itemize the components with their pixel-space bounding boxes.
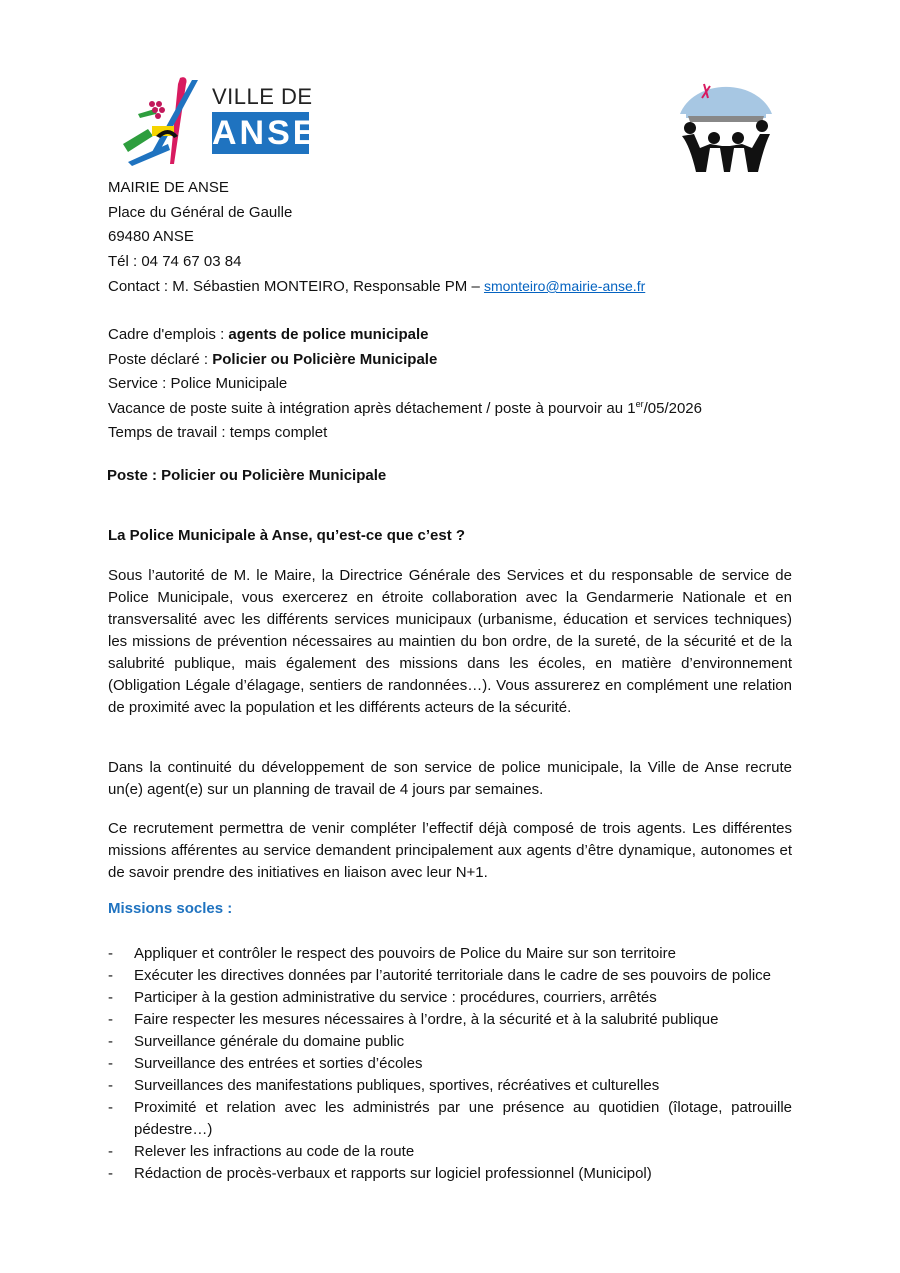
list-item bbox=[108, 1163, 792, 1185]
ville-de-anse-logo bbox=[118, 74, 319, 169]
bullet-dash: - bbox=[108, 989, 113, 1006]
list-item-text: Faire respecter les mesures nécessaires à l’ordre, à la sécurité et à la salubrité publique bbox=[134, 1011, 719, 1028]
phone: Tél : 04 74 67 03 84 bbox=[108, 252, 242, 270]
list-item bbox=[108, 1141, 792, 1163]
list-item bbox=[108, 965, 792, 987]
list-item-text: Surveillances des manifestations publiques, sportives, récréatives et culturelles bbox=[134, 1077, 660, 1094]
logo-text-ville-de: VILLE DE bbox=[212, 84, 313, 109]
missions-heading: Missions socles : bbox=[108, 900, 233, 917]
list-item-text: Appliquer et contrôler le respect des pouvoirs de Police du Maire sur son territoire bbox=[134, 945, 676, 962]
contact-label: Contact : M. Sébastien MONTEIRO, Responsable PM – bbox=[108, 278, 484, 295]
street: Place du Général de Gaulle bbox=[108, 203, 293, 221]
paragraph-1: Sous l’autorité de M. le Maire, la Directrice Générale des Services et du responsable de service de Police Municipale, vous exercerez en étroite collaboration avec la Gendarmerie Nationale et en transversalité avec les différents services municipaux (urbanisme, éducation et services techniques) les missions de prévention nécessaires au maintien du bon ordre, de la sureté, de la sécurité et de la salubrité publique, mais également des missions dans les écoles, en matière d’environnement (Obligation Légale d’élagage, sentiers de randonnées…). Vous assurerez en complément une relation de proximité avec la population et les différents acteurs de la sécurité. bbox=[108, 567, 792, 716]
list-item-text: Surveillance générale du domaine public bbox=[134, 1033, 405, 1050]
anse-emblem-icon bbox=[118, 74, 208, 169]
list-item-text: Participer à la gestion administrative du service : procédures, courriers, arrêtés bbox=[134, 989, 657, 1006]
contact bbox=[108, 274, 792, 299]
address-block bbox=[108, 176, 792, 299]
bullet-dash: - bbox=[108, 1165, 113, 1182]
list-item-text: Relever les infractions au code de la route bbox=[134, 1143, 415, 1160]
contact-email-link[interactable]: smonteiro@mairie-anse.fr bbox=[483, 278, 646, 294]
list-item-text: Surveillance des entrées et sorties d’écoles bbox=[134, 1055, 423, 1072]
service: Service : Police Municipale bbox=[108, 375, 288, 392]
list-item bbox=[108, 1053, 792, 1075]
paragraph-2: Dans la continuité du développement de son service de police municipale, la Ville de Anse recrute un(e) agent(e) sur un planning de travail de 4 jours par semaines. bbox=[108, 759, 792, 798]
org-name: MAIRIE DE ANSE bbox=[108, 179, 229, 196]
paragraph-3: Ce recrutement permettra de venir compléter l’effectif déjà composé de trois agents. Les différentes missions afférentes au service demandent principalement aux agents d’être dynamique, autonomes et de savoir prendre des initiatives en liaison avec leur N+1. bbox=[108, 820, 792, 881]
vacance-date: /05/2026 bbox=[643, 399, 702, 417]
list-item bbox=[108, 1097, 792, 1141]
bullet-dash: - bbox=[108, 1055, 113, 1072]
bullet-dash: - bbox=[108, 1143, 113, 1160]
logo-text-anse: ANSE bbox=[212, 114, 319, 152]
poste-heading: Poste : Policier ou Policière Municipale bbox=[107, 467, 387, 484]
bullet-dash: - bbox=[108, 945, 113, 962]
section-heading: La Police Municipale à Anse, qu’est-ce que c’est ? bbox=[108, 527, 466, 544]
bullet-dash: - bbox=[108, 1011, 113, 1028]
bullet-dash: - bbox=[108, 1033, 113, 1050]
cadre-value: agents de police municipale bbox=[228, 326, 429, 343]
poste-label: Poste déclaré : bbox=[108, 350, 213, 368]
list-item bbox=[108, 943, 792, 965]
list-item bbox=[108, 987, 792, 1009]
list-item-text: Exécuter les directives données par l’autorité territoriale dans le cadre de ses pouvoirs de police bbox=[134, 967, 772, 984]
vacance-text: Vacance de poste suite à intégration après détachement / poste à pourvoir au 1 bbox=[108, 399, 636, 417]
job-info-block bbox=[108, 323, 792, 446]
list-item-text: Proximité et relation avec les administrés par une présence au quotidien (îlotage, patrouille pédestre…) bbox=[134, 1099, 792, 1138]
bullet-dash: - bbox=[108, 1077, 113, 1094]
poste-value: Policier ou Policière Municipale bbox=[212, 350, 438, 368]
city: 69480 ANSE bbox=[108, 228, 194, 245]
people-globe-icon bbox=[676, 76, 776, 176]
missions-list bbox=[108, 943, 792, 1185]
list-item bbox=[108, 1075, 792, 1097]
list-item bbox=[108, 1009, 792, 1031]
bullet-dash: - bbox=[108, 967, 113, 984]
cadre-emplois bbox=[108, 323, 792, 348]
vacance bbox=[108, 397, 792, 422]
list-item-text: Rédaction de procès-verbaux et rapports sur logiciel professionnel (Municipol) bbox=[134, 1165, 652, 1182]
temps-travail: Temps de travail : temps complet bbox=[108, 424, 328, 441]
cadre-label: Cadre d'emplois : bbox=[108, 326, 229, 343]
vacance-sup: er bbox=[635, 398, 644, 409]
poste-declare bbox=[108, 348, 792, 373]
police-municipale-logo bbox=[676, 76, 776, 176]
list-item bbox=[108, 1031, 792, 1053]
bullet-dash: - bbox=[108, 1099, 113, 1116]
